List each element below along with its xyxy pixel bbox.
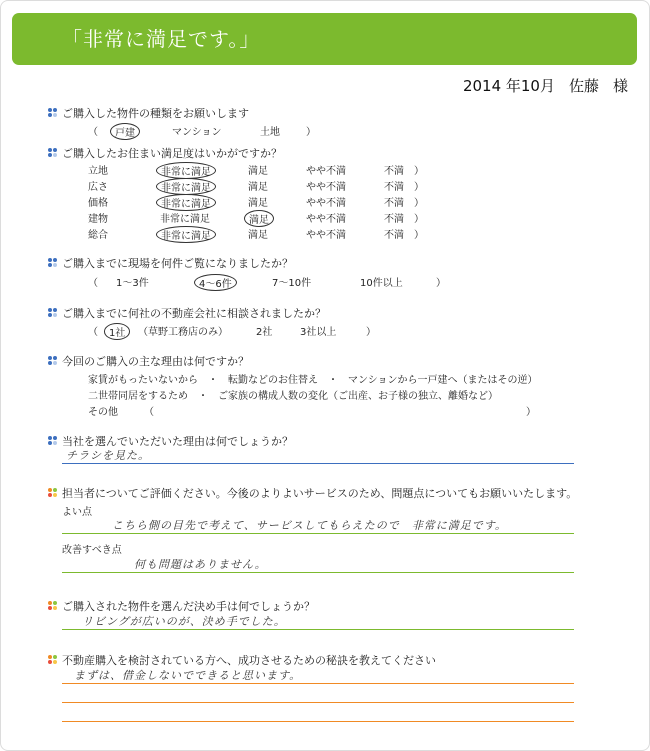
q9-answer-rule-1 bbox=[62, 683, 574, 684]
question-8: ご購入された物件を選んだ決め手は何でしょうか？ bbox=[48, 598, 315, 614]
bullet-dots-icon bbox=[48, 308, 58, 318]
q9-answer: まずは、借金しないでできると思います。 bbox=[74, 669, 302, 682]
honorific: 様 bbox=[612, 77, 628, 95]
bullet-dots-icon bbox=[48, 356, 58, 366]
page-title: 「非常に満足です。」 bbox=[62, 27, 261, 51]
q9-answer-rule-2 bbox=[62, 702, 574, 703]
bullet-dots-icon bbox=[48, 436, 58, 446]
q5-line-2: 二世帯同居をするため ・ ご家族の構成人数の変化（ご出産、お子様の独立、離婚など） bbox=[88, 391, 498, 402]
q6-answer: チラシを見た。 bbox=[66, 449, 150, 462]
date-line bbox=[449, 75, 628, 96]
q1-option-mansion: マンション bbox=[172, 127, 222, 138]
question-2: ご購入したお住まい満足度はいかがですか？ bbox=[48, 145, 282, 161]
q8-answer: リビングが広いのが、決め手でした。 bbox=[82, 615, 286, 628]
customer-name: 佐藤 bbox=[568, 77, 599, 95]
title-banner bbox=[12, 13, 637, 65]
question-7: 担当者についてご評価ください。今後のよりよいサービスのため、問題点についてもお願いいたします。 bbox=[48, 485, 577, 501]
bullet-dots-icon bbox=[48, 601, 58, 611]
question-9: 不動産購入を検討されている方へ、成功させるための秘訣を教えてください bbox=[48, 652, 436, 668]
question-5: 今回のご購入の主な理由は何ですか？ bbox=[48, 353, 249, 369]
question-1: ご購入した物件の種類をお願いします bbox=[48, 105, 249, 121]
q9-answer-rule-3 bbox=[62, 721, 574, 722]
q5-line-1: 家賃がもったいないから ・ 転勤などのお住替え ・ マンションから一戸建へ（またはその逆） bbox=[88, 375, 538, 386]
question-6: 当社を選んでいただいた理由は何でしょうか？ bbox=[48, 433, 293, 449]
q1-option-land: 土地 bbox=[260, 127, 280, 138]
q7-improve-answer: 何も問題はありません。 bbox=[134, 558, 267, 571]
q7-improve-label: 改善すべき点 bbox=[62, 545, 122, 556]
bullet-dots-icon bbox=[48, 108, 58, 118]
q8-answer-rule bbox=[62, 629, 574, 630]
q6-answer-rule bbox=[62, 463, 574, 464]
q7-good-label: よい点 bbox=[62, 507, 92, 518]
bullet-dots-icon bbox=[48, 655, 58, 665]
question-4: ご購入までに何社の不動産会社に相談されましたか？ bbox=[48, 305, 326, 321]
survey-date: 2014 年10月 bbox=[462, 77, 555, 95]
bullet-dots-icon bbox=[48, 148, 58, 158]
questionnaire: ご購入した物件の種類をお願いします （ 戸建 マンション 土地 ） ご購入したお住まい満足度はいかがですか？ 立地 非常に満足 満足 やや不満 不満 ） 広さ 非常に満足 満足 やや不満 不満 ） 価格 非常に満足 満足 やや不満 不満 ） 建物 非常に満足 満足 やや不満 不満 ） 総合 非常に満足 満足 やや不満 不満 ） ご購入までに現場を何件ご覧になりましたか？ （ 1～3件 4～6件 7～10件 10件以上 ） ご購入までに何社の不動産会社に相談されましたか？ （ 1社 （草野工務店のみ） 2社 3社以上 ） 今回のご購入の主な理由は何ですか？ 家賃がもったいないから ・ 転勤などのお住替え ・ マンションから一戸建へ（またはその逆） 二世帯同居をするため ・ ご家族の構成人数の変化（ご出産、お子様の独立、離婚など） その他 （ ） 当社を選んでいただいた理由は何でしょうか？ チラシを見た。 担当者についてご評価ください。今後のよりよいサービスのため、問題点についてもお願いいたします。 よい点 こちら側の目先で考えて、サービスしてもらえたので 非常に満足です。 改善すべき点 何も問題はありません。 ご購入された物件を選んだ決め手は何でしょうか？ リビングが広いのが、決め手でした。 不動産購入を検討されている方へ、成功させるための秘訣を教えてください まずは、借金しないでできると思います。 bbox=[0, 95, 650, 745]
question-3: ご購入までに現場を何件ご覧になりましたか？ bbox=[48, 255, 293, 271]
q7-good-rule bbox=[62, 533, 574, 534]
q1-option-detached: 戸建 bbox=[110, 123, 140, 140]
bullet-dots-icon bbox=[48, 488, 58, 498]
q7-good-answer: こちら側の目先で考えて、サービスしてもらえたので 非常に満足です。 bbox=[112, 519, 507, 532]
q7-improve-rule bbox=[62, 572, 574, 573]
bullet-dots-icon bbox=[48, 258, 58, 268]
